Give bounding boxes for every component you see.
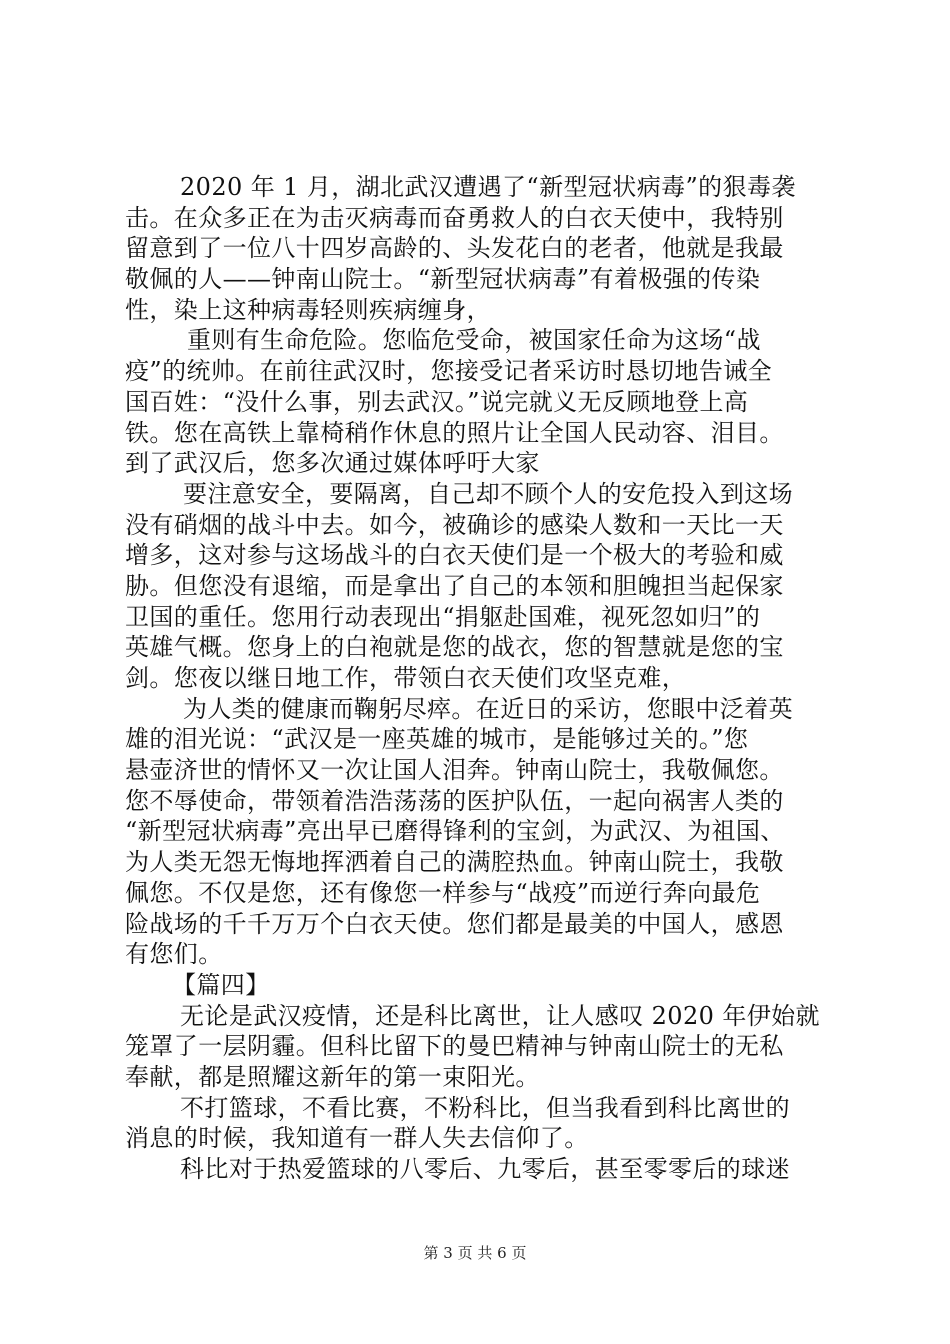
text-line: 剑。您夜以继日地工作，带领白衣天使们攻坚克难， bbox=[125, 664, 687, 692]
text-line: 重则有生命危险。您临危受命，被国家任命为这场“战 bbox=[187, 326, 761, 354]
page-footer: 第 3 页 共 6 页 bbox=[423, 1244, 527, 1262]
text-line: 性，染上这种病毒轻则疾病缠身， bbox=[125, 296, 491, 324]
text-line: 击。在众多正在为击灭病毒而奋勇救人的白衣天使中，我特别 bbox=[125, 204, 784, 232]
text-line: 无论是武汉疫情，还是科比离世，让人感叹 2020 年伊始就 bbox=[180, 1002, 820, 1030]
text-line: 【篇四】 bbox=[172, 971, 270, 999]
text-line: 国百姓：“没什么事，别去武汉。”说完就义无反顾地登上高 bbox=[125, 388, 749, 416]
text-line: 铁。您在高铁上靠椅稍作休息的照片让全国人民动容、泪目。 bbox=[125, 419, 784, 447]
text-line: 险战场的千千万万个白衣天使。您们都是最美的中国人，感恩 bbox=[125, 910, 784, 938]
text-line: 2020 年 1 月，湖北武汉遭遇了“新型冠状病毒”的狠毒袭 bbox=[180, 173, 796, 201]
text-line: 英雄气概。您身上的白袍就是您的战衣，您的智慧就是您的宝 bbox=[125, 633, 784, 661]
text-line: 悬壶济世的情怀又一次让国人泪奔。钟南山院士，我敬佩您。 bbox=[125, 756, 784, 784]
text-line: 您不辱使命，带领着浩浩荡荡的医护队伍，一起向祸害人类的 bbox=[125, 787, 784, 815]
text-line: “新型冠状病毒”亮出早已磨得锋利的宝剑，为武汉、为祖国、 bbox=[125, 817, 785, 845]
text-line: 增多，这对参与这场战斗的白衣天使们是一个极大的考验和威 bbox=[125, 541, 784, 569]
text-line: 到了武汉后，您多次通过媒体呼吁大家 bbox=[125, 449, 540, 477]
text-line: 不打篮球，不看比赛，不粉科比，但当我看到科比离世的 bbox=[180, 1094, 790, 1122]
text-line: 佩您。不仅是您，还有像您一样参与“战疫”而逆行奔向最危 bbox=[125, 879, 761, 907]
text-line: 卫国的重任。您用行动表现出“捐躯赴国难，视死忽如归”的 bbox=[125, 603, 761, 631]
text-line: 奉献，都是照耀这新年的第一束阳光。 bbox=[125, 1063, 540, 1091]
text-line: 为人类的健康而鞠躬尽瘁。在近日的采访，您眼中泛着英 bbox=[183, 695, 793, 723]
text-line: 雄的泪光说：“武汉是一座英雄的城市，是能够过关的。”您 bbox=[125, 725, 749, 753]
text-line: 要注意安全，要隔离，自己却不顾个人的安危投入到这场 bbox=[183, 480, 793, 508]
text-line: 留意到了一位八十四岁高龄的、头发花白的老者，他就是我最 bbox=[125, 234, 784, 262]
text-line: 为人类无怨无悔地挥洒着自己的满腔热血。钟南山院士，我敬 bbox=[125, 848, 784, 876]
text-line: 敬佩的人——钟南山院士。“新型冠状病毒”有着极强的传染 bbox=[125, 265, 761, 293]
text-line: 科比对于热爱篮球的八零后、九零后，甚至零零后的球迷 bbox=[180, 1155, 790, 1183]
text-line: 笼罩了一层阴霾。但科比留下的曼巴精神与钟南山院士的无私 bbox=[125, 1032, 784, 1060]
text-line: 没有硝烟的战斗中去。如今，被确诊的感染人数和一天比一天 bbox=[125, 511, 784, 539]
text-line: 有您们。 bbox=[125, 940, 223, 968]
text-line: 疫”的统帅。在前往武汉时，您接受记者采访时恳切地告诫全 bbox=[125, 357, 773, 385]
text-line: 胁。但您没有退缩，而是拿出了自己的本领和胆魄担当起保家 bbox=[125, 572, 784, 600]
text-line: 消息的时候，我知道有一群人失去信仰了。 bbox=[125, 1124, 589, 1152]
